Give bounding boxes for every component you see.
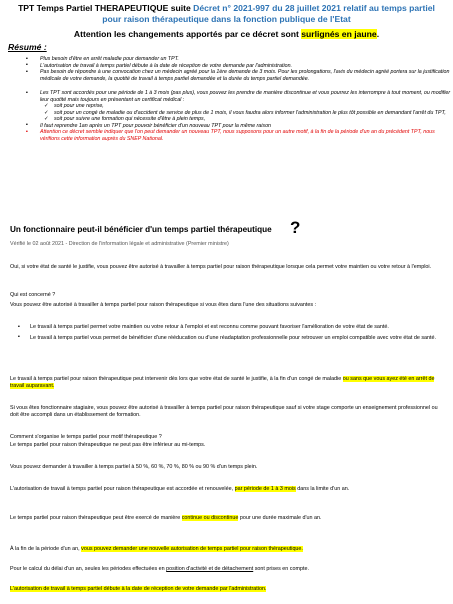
paragraph: Pour le calcul du délai d'un an, seules les périodes effectuées en position d'activité et de détachement sont prises en compte. bbox=[10, 566, 309, 572]
paragraph: Si vous êtes fonctionnaire stagiaire, vous pouvez être autorisé à travailler à temps partiel pour raison thérapeutique sauf si votre stage comporte un enseignement professionnel ou doit être accompli dans un établissement de formation. bbox=[10, 405, 438, 418]
resume-item: ▪ Il faut reprendre 1an après un TPT pour pouvoir bénéficier d'un nouveau TPT pour la même raison bbox=[0, 123, 453, 130]
article-meta: Vérifié le 02 août 2021 - Direction de l'information légale et administrative (Premier ministre) bbox=[10, 241, 229, 247]
resume-item: ▪ Pas besoin de répondre à une convocation chez un médecin agréé pour la 1ère demande de 3 mois. Pour les prolongations, l'avis du médecin agréé portera sur la justification médicale de votre demande, la quotité de travail à temps partiel demandée et la durée du temps partiel demandée. bbox=[0, 69, 453, 82]
article-title: Un fonctionnaire peut-il bénéficier d'un temps partiel thérapeutique bbox=[10, 225, 272, 234]
subheading: Comment s'organise le temps partiel pour motif thérapeutique ? bbox=[10, 434, 162, 440]
resume-sublist bbox=[40, 103, 453, 123]
highlighted-text: vous pouvez demander une nouvelle autorisation de temps partiel pour raison thérapeutique. bbox=[81, 546, 303, 552]
resume-subitem: ✓ soit pour un congé de maladie ou d'accident de service de plus de 1 mois, il vous faudra alors informer l'administration le plus tôt possible en demandant l'arrêt du TPT, bbox=[40, 110, 453, 117]
resume-subitem: ✓ soit pour une reprise, bbox=[40, 103, 453, 110]
highlighted-text: continue ou discontinue bbox=[181, 515, 239, 521]
paragraph: Vous pouvez être autorisé à travailler à temps partiel pour raison thérapeutique si vous êtes dans l'une des situations suivantes : bbox=[10, 302, 317, 308]
highlighted-text: ou sans que vous ayez été en arrêt de travail auparavant. bbox=[10, 376, 435, 389]
resume-warning-item: ▪ Attention ce décret semble indiquer que l'on peut demander un nouveau TPT, nous supposons pour un autre motif, à la fin de la période d'un an du précédent TPT, nous vérifions cette information auprès du SNEP National. bbox=[0, 129, 453, 142]
resume-heading: Résumé : bbox=[8, 42, 47, 53]
resume-item: ▪ L'autorisation de travail à temps partiel débute à la date de réception de votre demande par l'administration. bbox=[0, 63, 453, 70]
highlighted-text: par période de 1 à 3 mois bbox=[234, 486, 296, 492]
resume-item: ▪ Les TPT sont accordés pour une période de 1 à 3 mois (pas plus), vous pouvez les prendre de manière discontinue et vous pourrez les interrompre à tout moment, ou modifier leur quotité mais toujours en présentant un certificat médical : ✓ soit pour une reprise, ✓ soit pour un congé de maladie ou d'accident de service de plus de 1 mois, il vous faudra alors informer l'administration le plus tôt possible en demandant l'arrêt du TPT, ✓ soit pour suivre une formation qui nécessite d'être à plein temps, bbox=[0, 90, 453, 123]
resume-list-2 bbox=[0, 90, 453, 142]
situation-item: ▪ Le travail à temps partiel permet votre maintien ou votre retour à l'emploi et est reconnu comme pouvant favoriser l'amélioration de votre état de santé. bbox=[10, 324, 442, 331]
resume-item: ▪ Plus besoin d'être en arrêt maladie pour demander un TPT. bbox=[0, 56, 453, 63]
paragraph: Oui, si votre état de santé le justifie, vous pouvez être autorisé à travailler à temps partiel pour raison thérapeutique lorsque cela permet votre maintien ou votre retour à l'emploi. bbox=[10, 264, 432, 270]
decree-reference: Décret n° 2021-997 du 28 juillet 2021 relatif au temps partiel bbox=[193, 3, 435, 13]
question-mark: ? bbox=[290, 218, 301, 237]
underlined-text: position d'activité et de détachement bbox=[166, 566, 254, 572]
paragraph: L'autorisation de travail à temps partiel pour raison thérapeutique est accordée et renouvelée, par période de 1 à 3 mois dans la limite d'un an. bbox=[10, 486, 350, 492]
subheading: Qui est concerné ? bbox=[10, 292, 56, 298]
paragraph: Le temps partiel pour raison thérapeutique ne peut pas être inférieur au mi-temps. bbox=[10, 442, 206, 448]
resume-subitem: ✓ soit pour suivre une formation qui nécessite d'être à plein temps, bbox=[40, 116, 453, 123]
paragraph: Le travail à temps partiel pour raison thérapeutique peut intervenir dès lors que votre état de santé le justifie, à la fin d'un congé de maladie ou sans que vous ayez été en arrêt de travail auparavant. bbox=[10, 376, 435, 389]
situations-list bbox=[10, 324, 442, 342]
paragraph bbox=[10, 586, 442, 593]
header-line-1 bbox=[0, 3, 453, 14]
highlighted-text: L'autorisation de travail à temps partiel débute à la date de réception de votre demande par l'administration. bbox=[10, 586, 267, 592]
attention-notice: Attention les changements apportés par ce décret sont surlignés en jaune. bbox=[73, 29, 380, 40]
situation-item: ▪ Le travail à temps partiel vous permet de bénéficier d'une rééducation ou d'une réadaptation professionnelle pour retrouver un emploi compatible avec votre état de santé. bbox=[10, 335, 442, 342]
decree-subtitle: pour raison thérapeutique dans la fonction publique de l'Etat bbox=[102, 13, 351, 24]
paragraph: Vous pouvez demander à travailler à temps partiel à 50 %, 60 %, 70 %, 80 % ou 90 % d'un temps plein. bbox=[10, 464, 258, 470]
highlight-legend: surlignés en jaune bbox=[301, 29, 377, 40]
resume-list bbox=[0, 56, 453, 82]
paragraph: Le temps partiel pour raison thérapeutique peut être exercé de manière continue ou discontinue pour une durée maximale d'un an. bbox=[10, 515, 322, 521]
header-title: TPT Temps Partiel THERAPEUTIQUE suite bbox=[18, 3, 191, 13]
paragraph: À la fin de la période d'un an, vous pouvez demander une nouvelle autorisation de temps partiel pour raison thérapeutique. bbox=[10, 546, 303, 552]
document-header bbox=[0, 3, 453, 24]
